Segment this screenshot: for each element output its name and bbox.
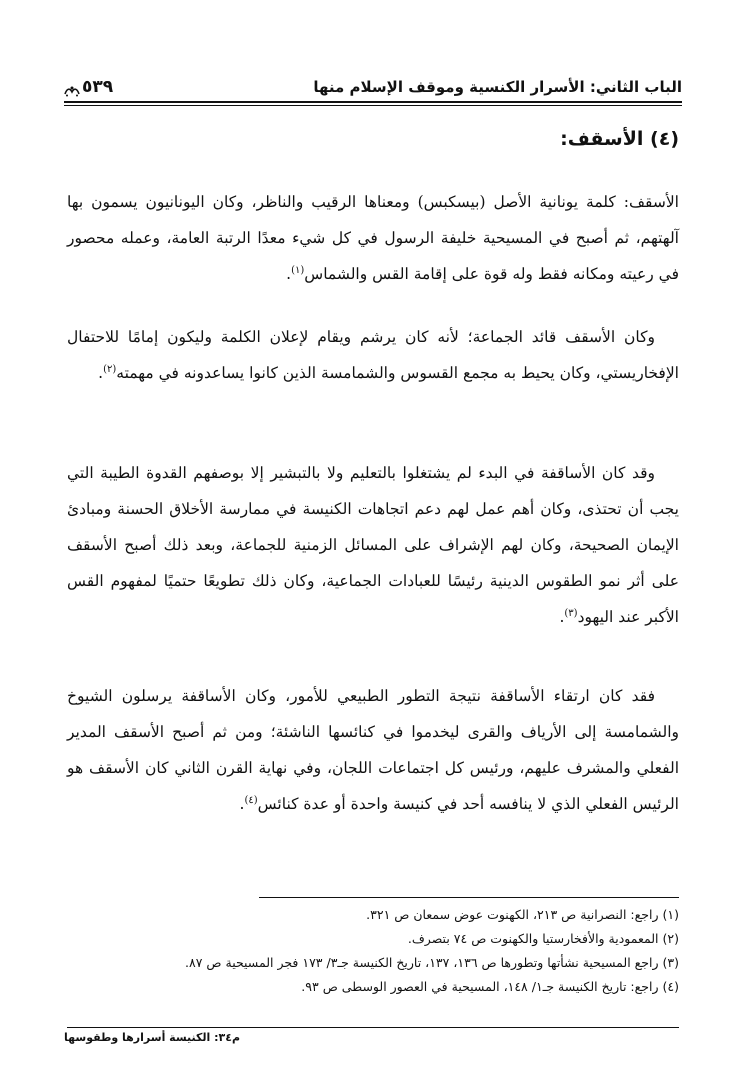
paragraph-text: الأسقف: كلمة يونانية الأصل (بيسكبس) ومعناها الرقيب والناظر، وكان اليونانيون يسمون بها آلهتهم، ثم أصبح في المسيحية خليفة الرسول في كل شيء معدًا الرتبة العامة، وعمله محصور في رعيته ومكانه فقط وله قوة على إقامة القس والشماس xyxy=(67,193,679,283)
footnote-ref: (٤) xyxy=(244,794,258,806)
footnote-ref: (١) xyxy=(291,264,305,276)
footnote-4: (٤) راجع: تاريخ الكنيسة جـ١/ ١٤٨، المسيحية في العصور الوسطى ص ٩٣. xyxy=(301,979,679,994)
footnote-ref: (٢) xyxy=(103,363,117,375)
running-header xyxy=(64,66,682,100)
header-rule-thin xyxy=(64,105,682,106)
paragraph-text: فقد كان ارتقاء الأساقفة نتيجة التطور الطبيعي للأمور، وكان الأساقفة يرسلون الشيوخ والشمامسة إلى الأرياف والقرى ليخدموا في كنائسها الناشئة؛ ومن ثم أصبح الأسقف المدير الفعلي والمشرف عليهم، ورئيس كل اجتماعات اللجان، وفي نهاية القرن الثاني كان الأسقف هو الرئيس الفعلي الذي لا ينافسه أحد في كنيسة واحدة أو عدة كنائس xyxy=(67,687,679,813)
printer-signature: م٣٤: الكنيسة أسرارها وطقوسها xyxy=(64,1031,241,1044)
footnotes xyxy=(67,903,679,999)
paragraph-text: وكان الأسقف قائد الجماعة؛ لأنه كان يرشم ويقام لإعلان الكلمة وليكون إمامًا للاحتفال الإفخاريستي، وكان يحيط به مجمع القسوس والشمامسة الذين كانوا يساعدونه في مهمته xyxy=(67,328,679,382)
paragraph-end: . xyxy=(286,265,292,283)
footnote-2: (٢) المعمودية والأفخارستيا والكهنوت ص ٧٤ بتصرف. xyxy=(407,931,679,946)
ornament-icon xyxy=(64,85,80,97)
paragraph-3 xyxy=(67,455,679,635)
footnote-1: (١) راجع: النصرانية ص ٢١٣، الكهنوت عوض سمعان ص ٣٢١. xyxy=(366,907,679,922)
page-number: ٥٣٩ xyxy=(82,77,114,97)
paragraph-1 xyxy=(67,184,679,292)
paragraph-end: . xyxy=(239,795,245,813)
section-heading: (٤) الأسقف: xyxy=(560,128,679,150)
paragraph-end: . xyxy=(98,364,104,382)
paragraph-4 xyxy=(67,678,679,822)
footnote-ref: (٣) xyxy=(564,607,578,619)
paragraph-end: . xyxy=(559,608,565,626)
footnote-3: (٣) راجع المسيحية نشأتها وتطورها ص ١٣٦، ١٣٧، تاريخ الكنيسة جـ٣/ ١٧٣ فجر المسيحية ص ٨٧. xyxy=(185,955,679,970)
header-rule xyxy=(64,101,682,103)
paragraph-2 xyxy=(67,319,679,391)
page-number-block xyxy=(64,77,113,100)
footnote-separator xyxy=(259,897,679,898)
paragraph-text: وقد كان الأساقفة في البدء لم يشتغلوا بالتعليم ولا بالتبشير إلا بوصفهم القدوة الطيبة التي يجب أن تحتذى، وكان أهم عمل لهم دعم اتجاهات الكنيسة في ممارسة الأخلاق الحسنة ومبادئ الإيمان الصحيحة، وكان لهم الإشراف على المسائل الزمنية للجماعة، وبعد ذلك أصبح الأسقف على أثر نمو الطقوس الدينية رئيسًا للعبادات الجماعية، وكان ذلك تطويعًا حتميًا لمفهوم القس الأكبر عند اليهود xyxy=(67,464,679,626)
chapter-title: الباب الثاني: الأسرار الكنسية وموقف الإسلام منها xyxy=(313,78,682,96)
footer-rule xyxy=(67,1027,679,1028)
